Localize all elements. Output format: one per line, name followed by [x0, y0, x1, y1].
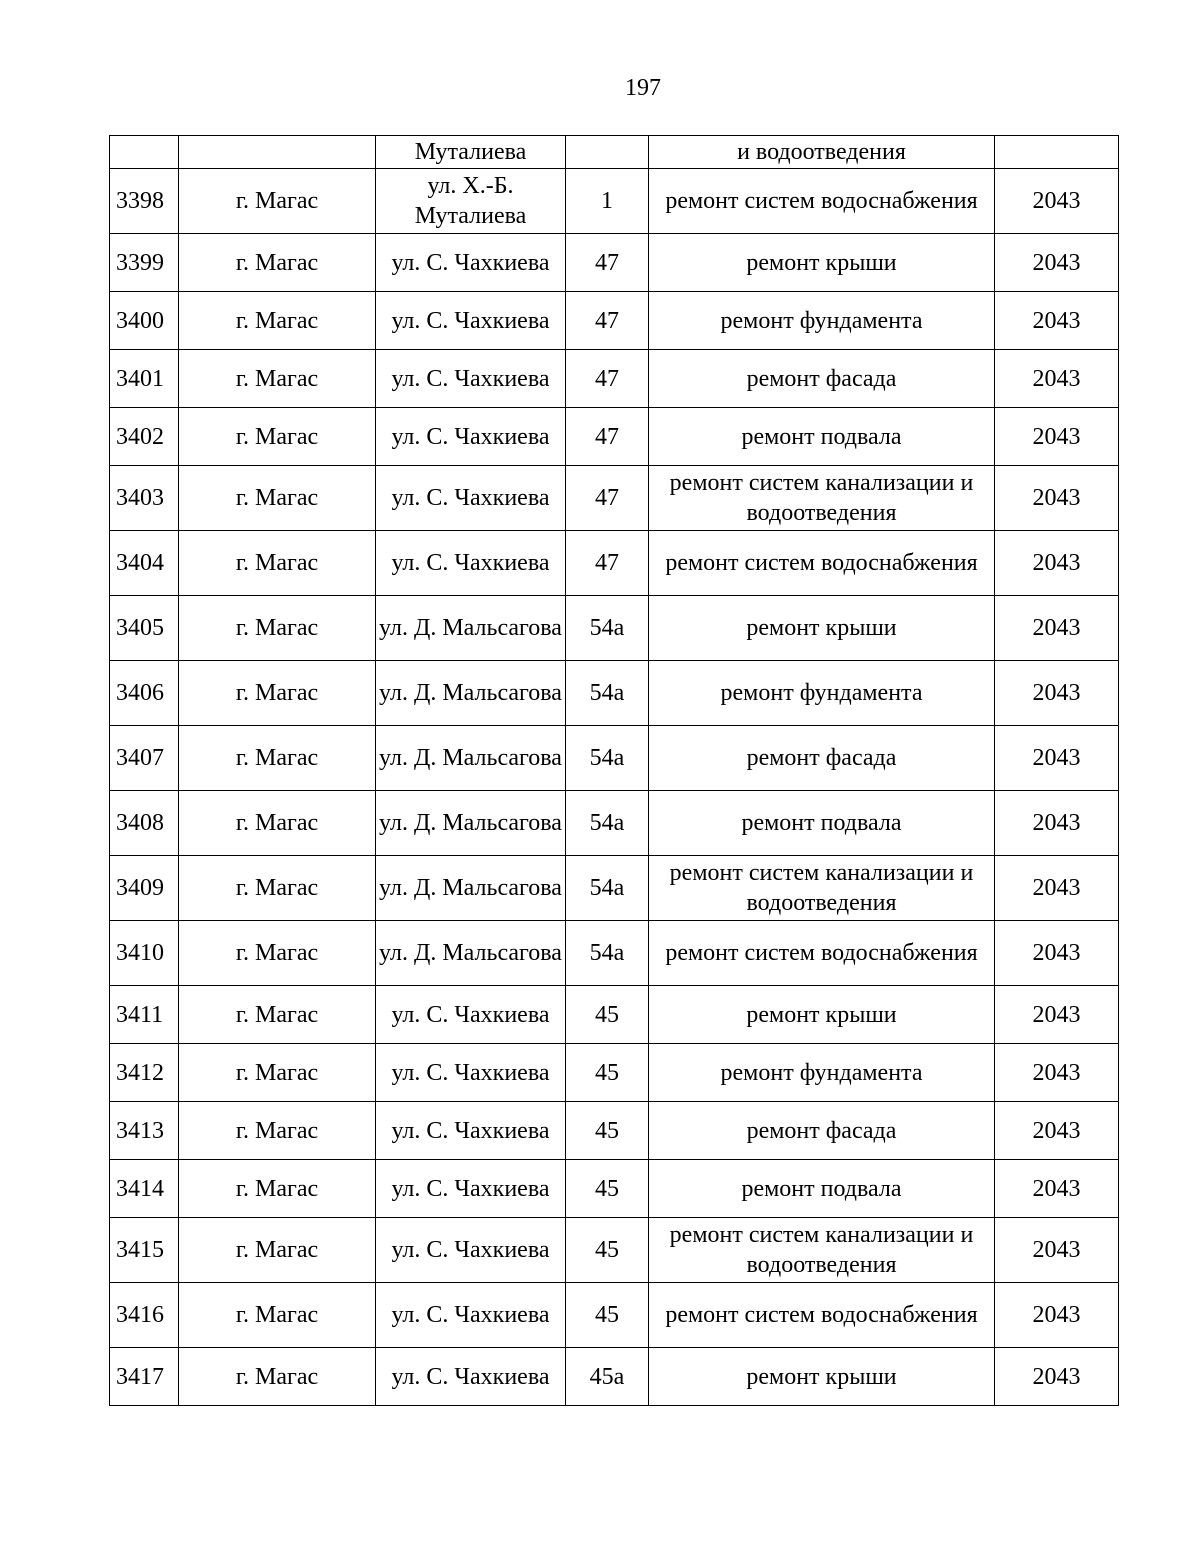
cell-year: 2043 [995, 169, 1119, 234]
table-row [110, 169, 1119, 234]
cell-house: 54а [566, 726, 649, 791]
table-body [110, 136, 1119, 1406]
cell-number: 3401 [110, 350, 179, 408]
cell-house: 47 [566, 292, 649, 350]
cell-street: ул. Д. Мальсагова [376, 791, 566, 856]
cell-number: 3415 [110, 1218, 179, 1283]
cell-city: г. Магас [179, 531, 376, 596]
cell-work-type: ремонт систем водоснабжения [649, 169, 995, 234]
cell-city: г. Магас [179, 986, 376, 1044]
cell-house: 1 [566, 169, 649, 234]
table-row [110, 350, 1119, 408]
cell-number: 3402 [110, 408, 179, 466]
cell-number: 3410 [110, 921, 179, 986]
cell-street: ул. С. Чахкиева [376, 292, 566, 350]
cell-street: ул. Д. Мальсагова [376, 856, 566, 921]
cell-work-type: ремонт крыши [649, 986, 995, 1044]
cell-work-type: ремонт крыши [649, 1348, 995, 1406]
cell-house: 54а [566, 661, 649, 726]
cell-number: 3416 [110, 1283, 179, 1348]
cell-work-type: ремонт систем канализации и водоотведения [649, 856, 995, 921]
cell-house: 45 [566, 986, 649, 1044]
cell-number: 3411 [110, 986, 179, 1044]
cell-house: 54а [566, 921, 649, 986]
cell-number: 3406 [110, 661, 179, 726]
cell-work-type: ремонт крыши [649, 596, 995, 661]
cell-work-type: ремонт подвала [649, 1160, 995, 1218]
cell-city: г. Магас [179, 1348, 376, 1406]
cell-street: ул. С. Чахкиева [376, 350, 566, 408]
cell-number: 3407 [110, 726, 179, 791]
cell-number: 3417 [110, 1348, 179, 1406]
cell-year: 2043 [995, 726, 1119, 791]
table-row [110, 466, 1119, 531]
cell-work-type: ремонт фундамента [649, 292, 995, 350]
cell-house [566, 136, 649, 169]
cell-work-type: ремонт фасада [649, 1102, 995, 1160]
table-row [110, 1283, 1119, 1348]
cell-number: 3399 [110, 234, 179, 292]
cell-number: 3403 [110, 466, 179, 531]
cell-city: г. Магас [179, 1160, 376, 1218]
cell-house: 47 [566, 350, 649, 408]
cell-number: 3404 [110, 531, 179, 596]
cell-number: 3400 [110, 292, 179, 350]
cell-street: ул. С. Чахкиева [376, 1283, 566, 1348]
cell-city: г. Магас [179, 1044, 376, 1102]
cell-work-type: ремонт систем водоснабжения [649, 531, 995, 596]
table-row [110, 986, 1119, 1044]
table-row [110, 292, 1119, 350]
cell-house: 54а [566, 856, 649, 921]
table-row [110, 596, 1119, 661]
cell-year: 2043 [995, 661, 1119, 726]
cell-year: 2043 [995, 1044, 1119, 1102]
cell-street: ул. С. Чахкиева [376, 1102, 566, 1160]
cell-city: г. Магас [179, 234, 376, 292]
cell-house: 54а [566, 791, 649, 856]
cell-number: 3408 [110, 791, 179, 856]
cell-street: ул. С. Чахкиева [376, 1348, 566, 1406]
cell-house: 47 [566, 466, 649, 531]
cell-city: г. Магас [179, 856, 376, 921]
cell-city: г. Магас [179, 791, 376, 856]
cell-number: 3405 [110, 596, 179, 661]
cell-number [110, 136, 179, 169]
table-row [110, 856, 1119, 921]
cell-house: 47 [566, 234, 649, 292]
cell-work-type: ремонт крыши [649, 234, 995, 292]
cell-city: г. Магас [179, 1102, 376, 1160]
table-row [110, 531, 1119, 596]
cell-work-type: ремонт фасада [649, 350, 995, 408]
cell-year: 2043 [995, 1160, 1119, 1218]
cell-street: ул. С. Чахкиева [376, 1160, 566, 1218]
cell-house: 47 [566, 531, 649, 596]
cell-city: г. Магас [179, 350, 376, 408]
table-row [110, 1348, 1119, 1406]
cell-work-type: ремонт фундамента [649, 661, 995, 726]
repair-schedule-table [109, 135, 1119, 1406]
cell-number: 3412 [110, 1044, 179, 1102]
cell-city: г. Магас [179, 661, 376, 726]
cell-work-type: ремонт систем водоснабжения [649, 921, 995, 986]
cell-number: 3398 [110, 169, 179, 234]
cell-number: 3414 [110, 1160, 179, 1218]
cell-street: ул. Д. Мальсагова [376, 596, 566, 661]
cell-city: г. Магас [179, 408, 376, 466]
cell-year: 2043 [995, 986, 1119, 1044]
cell-year: 2043 [995, 292, 1119, 350]
cell-street: ул. С. Чахкиева [376, 986, 566, 1044]
cell-year: 2043 [995, 921, 1119, 986]
cell-city: г. Магас [179, 921, 376, 986]
cell-year: 2043 [995, 791, 1119, 856]
cell-year [995, 136, 1119, 169]
cell-house: 45 [566, 1160, 649, 1218]
table-row [110, 408, 1119, 466]
cell-year: 2043 [995, 234, 1119, 292]
table-row [110, 661, 1119, 726]
cell-year: 2043 [995, 1348, 1119, 1406]
continuation-row [110, 136, 1119, 169]
cell-street: ул. Д. Мальсагова [376, 726, 566, 791]
table-row [110, 1160, 1119, 1218]
cell-work-type: ремонт подвала [649, 408, 995, 466]
cell-year: 2043 [995, 1102, 1119, 1160]
cell-street: ул. Х.-Б. Муталиева [376, 169, 566, 234]
table-row [110, 1218, 1119, 1283]
cell-house: 45 [566, 1283, 649, 1348]
cell-city [179, 136, 376, 169]
table-row [110, 1044, 1119, 1102]
cell-year: 2043 [995, 1218, 1119, 1283]
cell-work-type: ремонт систем канализации и водоотведения [649, 466, 995, 531]
cell-work-type: ремонт подвала [649, 791, 995, 856]
cell-street: ул. С. Чахкиева [376, 466, 566, 531]
table-row [110, 921, 1119, 986]
cell-city: г. Магас [179, 1218, 376, 1283]
cell-city: г. Магас [179, 292, 376, 350]
table-row [110, 234, 1119, 292]
cell-city: г. Магас [179, 169, 376, 234]
cell-street: ул. С. Чахкиева [376, 408, 566, 466]
cell-house: 45 [566, 1218, 649, 1283]
cell-street: ул. Д. Мальсагова [376, 921, 566, 986]
cell-year: 2043 [995, 350, 1119, 408]
cell-street: Муталиева [376, 136, 566, 169]
cell-house: 47 [566, 408, 649, 466]
cell-work-type: ремонт фасада [649, 726, 995, 791]
cell-work-type: ремонт систем канализации и водоотведения [649, 1218, 995, 1283]
table-row [110, 1102, 1119, 1160]
cell-house: 54а [566, 596, 649, 661]
cell-city: г. Магас [179, 726, 376, 791]
cell-street: ул. С. Чахкиева [376, 531, 566, 596]
cell-street: ул. С. Чахкиева [376, 1044, 566, 1102]
cell-year: 2043 [995, 856, 1119, 921]
cell-city: г. Магас [179, 1283, 376, 1348]
cell-city: г. Магас [179, 466, 376, 531]
cell-number: 3409 [110, 856, 179, 921]
cell-house: 45а [566, 1348, 649, 1406]
cell-street: ул. С. Чахкиева [376, 234, 566, 292]
cell-work-type: ремонт фундамента [649, 1044, 995, 1102]
cell-city: г. Магас [179, 596, 376, 661]
page-number: 197 [625, 75, 661, 101]
cell-year: 2043 [995, 408, 1119, 466]
cell-street: ул. Д. Мальсагова [376, 661, 566, 726]
cell-house: 45 [566, 1044, 649, 1102]
cell-work-type: и водоотведения [649, 136, 995, 169]
cell-year: 2043 [995, 1283, 1119, 1348]
cell-number: 3413 [110, 1102, 179, 1160]
cell-year: 2043 [995, 596, 1119, 661]
cell-year: 2043 [995, 531, 1119, 596]
table-row [110, 791, 1119, 856]
cell-street: ул. С. Чахкиева [376, 1218, 566, 1283]
cell-year: 2043 [995, 466, 1119, 531]
table-row [110, 726, 1119, 791]
cell-house: 45 [566, 1102, 649, 1160]
cell-work-type: ремонт систем водоснабжения [649, 1283, 995, 1348]
